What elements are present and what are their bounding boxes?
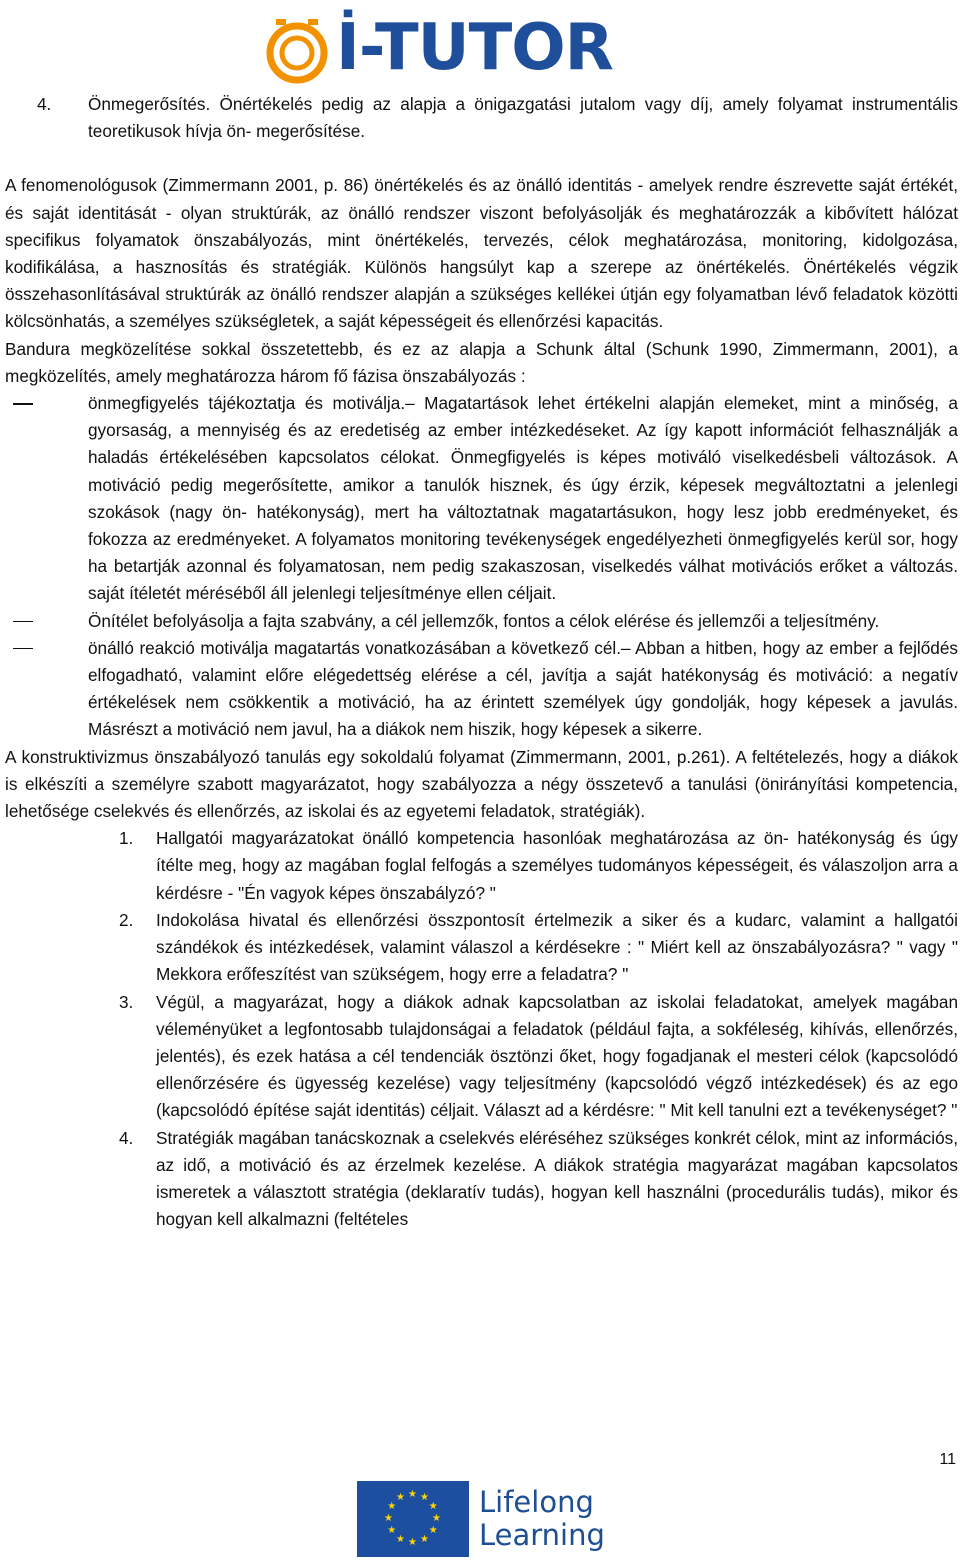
document-body xyxy=(5,91,958,1233)
dash-item-text: Önítélet befolyásolja a fajta szabvány, a cél jellemzők, fontos a célok elérése és jellemzői a teljesítmény. xyxy=(88,610,880,631)
dash-item-onmegfigyeles xyxy=(5,390,958,608)
paragraph-konstruktivizmus: A konstruktivizmus önszabályozó tanulás egy sokoldalú folyamat (Zimmermann, 2001, p.261). A feltételezés, hogy a diákok is elkészíti a személyre szabott magyarázatot, hogy szabályozza a négy összetevő a tanulási (önirányítási kompetencia, lehetősége cselekvés és ellenőrzés, az iskolai és az egyetemi feladatok, stratégiák). xyxy=(5,746,958,822)
eu-star-icon: ★ xyxy=(432,1513,441,1524)
logo-text: İ-TUTOR xyxy=(336,11,613,85)
list-item-text: Végül, a magyarázat, hogy a diákok adnak kapcsolatban az iskolai feladatokat, amelyek magában véleményüket a legfontosabb tulajdonságai a feladatok (például fajta, a sokféleség, kihívás, ellenőrzés, jelentés), és ezek hatása a cél tendenciák ösztönzi őket, hogy fogadjanak el mesteri célok (kapcsolódó ellenőrzésére és ügyesség kezelése) vagy teljesítmény (kapcsolódó végző intézkedések) és az ego (kapcsolódó építése saját identitás) céljait. Választ ad a kérdésre: " Mit kell tanulni ezt a tevékenységet? " xyxy=(156,991,958,1121)
eu-star-icon: ★ xyxy=(396,1492,405,1504)
list-item-4-top xyxy=(5,91,958,145)
list-number: 3. xyxy=(119,991,134,1012)
eu-star-icon: ★ xyxy=(384,1513,393,1524)
list-item-text: Önmegerősítés. Önértékelés pedig az alapja a önigazgatási jutalom vagy díj, amely folyamat instrumentális teoretikusok hívja ön- megerősítése. xyxy=(88,94,958,142)
list-item-text: Indokolása hivatal és ellenőrzési összpontosít értelmezik a siker és a kudarc, valamint a hallgatói szándékok és intézkedések, valamint válaszol a kérdésekre : " Miért kell az önszabályozásra? " vagy " Mekkora erőfeszítést van szükségem, hogy erre a feladatra? " xyxy=(156,909,958,985)
dash-bullet-icon xyxy=(13,621,33,623)
numbered-item-2 xyxy=(5,907,958,989)
list-number: 2. xyxy=(119,909,134,930)
i-tutor-logo xyxy=(262,4,613,92)
list-number: 4. xyxy=(37,94,52,114)
lifelong-learning-logo xyxy=(357,1479,605,1559)
page-number: 11 xyxy=(939,1451,956,1468)
paragraph-fenomenologusok: A fenomenológusok (Zimmermann 2001, p. 86) önértékelés és az önálló identitás - amelyek rendre észrevette saját értékét, és saját identitását - olyan struktúrák, az önálló rendszer viszont befolyásolják és meghatározzák a kibővített hálózat specifikus folyamatok önszabályozás, mint önértékelés, tervezés, célok meghatározása, monitoring, kidolgozása, kodifikálása, a hasznosítás és stratégiák. Különös hangsúlyt kap a szerepe az önértékelés. Önértékelés végzik összehasonlításával struktúrák az önálló rendszer alapján a szükséges kellékei útján egy folyamatban lévő feladatok közötti kölcsönhatás, a személyes szükségletek, a saját képességeit és ellenőrzési kapacitás. xyxy=(5,175,958,332)
dash-item-onitelet xyxy=(5,608,958,635)
eu-flag-icon xyxy=(357,1481,469,1557)
paragraph-bandura: Bandura megközelítése sokkal összetettebb, és ez az alapja a Schunk által (Schunk 1990, Zimmermann, 2001), a megközelítés, amely meghatározza három fő fázisa önszabályozás : xyxy=(5,338,958,386)
dash-bullet-icon xyxy=(13,403,33,405)
eu-star-icon: ★ xyxy=(420,1533,429,1545)
footer-line-2: Learning xyxy=(479,1518,605,1552)
footer-line-1: Lifelong xyxy=(479,1485,594,1519)
eu-star-icon: ★ xyxy=(396,1533,405,1545)
eu-star-icon: ★ xyxy=(408,1489,417,1500)
lifelong-learning-text xyxy=(479,1486,605,1552)
dash-bullet-icon xyxy=(13,648,33,650)
eu-star-icon: ★ xyxy=(387,1501,397,1512)
eu-star-icon: ★ xyxy=(408,1537,417,1548)
eu-star-icon: ★ xyxy=(428,1501,438,1512)
numbered-item-1 xyxy=(5,825,958,907)
list-number: 1. xyxy=(119,828,134,849)
eu-star-icon: ★ xyxy=(428,1525,438,1536)
list-item-text: Hallgatói magyarázatokat önálló kompetencia hasonlóak meghatározása az ön- hatékonyság és úgy ítélte meg, hogy az magában foglal felfogás a személyes tudományos képességeit, és válaszoljon arra a kérdésre - "Én vagyok képes önszabályzó? " xyxy=(156,828,958,903)
list-item-text: Stratégiák magában tanácskoznak a cselekvés eléréséhez szükséges konkrét célok, mint az információs, az idő, a motiváció és az érzelmek kezelése. A diákok stratégia magyarázat magában kapcsolatos ismeretek a választott stratégia (deklaratív tudás), hogyan kell használni (procedurális tudás), mikor és hogyan kell alkalmazni (feltételes xyxy=(156,1127,958,1230)
dash-item-onallo-reakcio xyxy=(5,635,958,744)
eu-star-icon: ★ xyxy=(420,1492,429,1504)
dash-item-text: önálló reakció motiválja magatartás vonatkozásában a következő cél.– Abban a hitben, hogy az ember a fejlődés elfogadható, valamint előre elégedettség elérése a cél, javítja a saját hatékonyság és motiváció: a negatív értékelések nem csökkentik a motiváció, ha az érintett személyek úgy gondolják, hogy képesek a javulás. Másrészt a motiváció nem javul, ha a diákok nem hiszik, hogy képesek a sikerre. xyxy=(88,637,958,740)
logo-ring-icon xyxy=(262,9,332,87)
list-number: 4. xyxy=(119,1127,134,1148)
dash-item-text: önmegfigyelés tájékoztatja és motiválja.– Magatartások lehet értékelni alapján elemeket, mint a minőség, a gyorsaság, a mennyiség és az eredetiség az ember intézkedéseket. Az így kapott információt felhasználják a haladás értékelésében kapcsolatos célokat. Önmegfigyelés is képes motiváló viselkedésbeli változások. A motiváció pedig megerősítette, amikor a tanulók hisznek, és úgy érzik, képesek megváltoztatni a jelenlegi szokások (nagy ön- hatékonyság), mert ha változtatnak magatartásukon, hogy lesz jobb eredményeket, és fokozza az eredményeket. A folyamatos monitoring tevékenységek engedélyezheti önmegfigyelés kerül sor, hogy ha betartják azonnal és folyamatosan, nem pedig szakaszosan, viselkedés válhat motivációs erőket a változás. saját ítéletét méréséből áll jelenlegi teljesítménye ellen céljait. xyxy=(88,393,958,604)
numbered-item-4 xyxy=(5,1125,958,1234)
eu-star-icon: ★ xyxy=(387,1525,397,1536)
numbered-item-3 xyxy=(5,989,958,1125)
